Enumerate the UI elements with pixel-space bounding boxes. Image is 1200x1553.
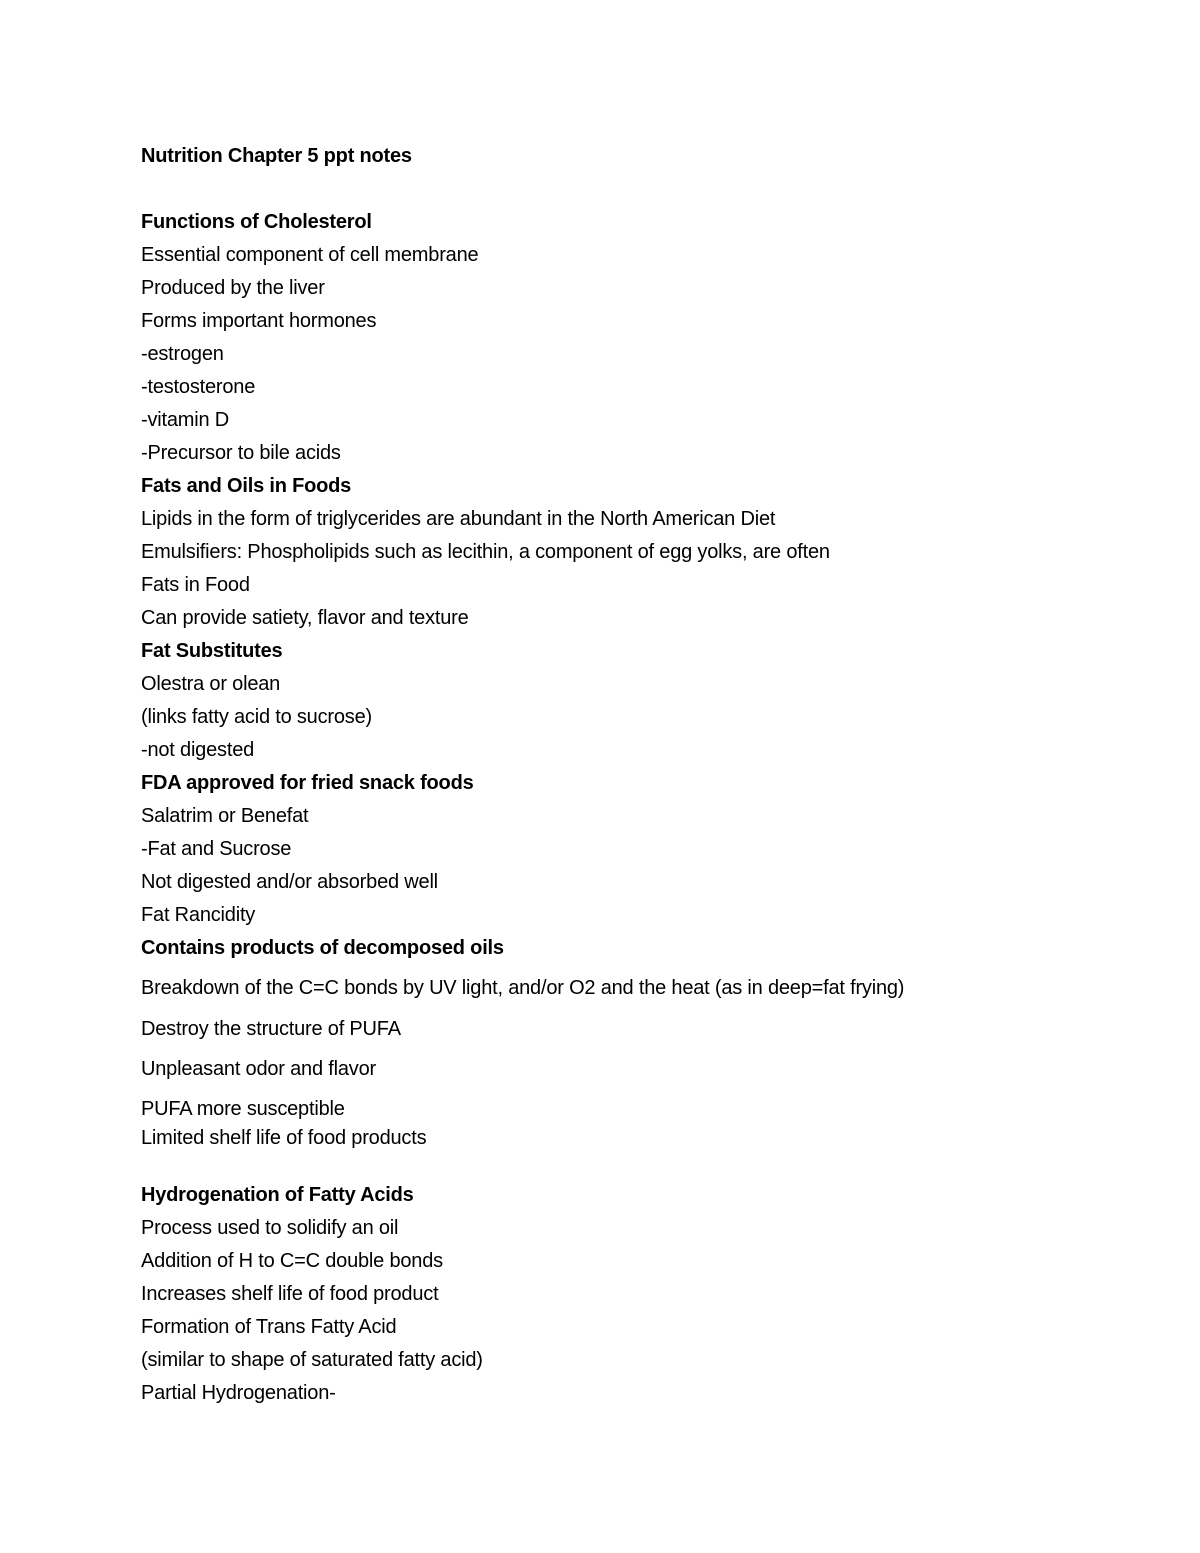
text-line: Produced by the liver: [141, 277, 325, 299]
text-line: Not digested and/or absorbed well: [141, 871, 438, 893]
section-heading: Contains products of decomposed oils: [141, 937, 504, 959]
text-line: Fat Rancidity: [141, 904, 256, 926]
text-line: PUFA more susceptible: [141, 1098, 345, 1120]
section-heading: FDA approved for fried snack foods: [141, 772, 474, 794]
text-line: Lipids in the form of triglycerides are abundant in the North American Diet: [141, 508, 776, 530]
text-line: Fats in Food: [141, 574, 250, 596]
text-line: Unpleasant odor and flavor: [141, 1058, 376, 1080]
text-line: (links fatty acid to sucrose): [141, 706, 372, 728]
section-heading: Fat Substitutes: [141, 640, 283, 662]
text-line: -estrogen: [141, 343, 224, 365]
text-line: -testosterone: [141, 376, 256, 398]
section-heading: Functions of Cholesterol: [141, 211, 372, 233]
text-line: (similar to shape of saturated fatty acid): [141, 1349, 483, 1371]
text-line: Breakdown of the C=C bonds by UV light, and/or O2 and the heat (as in deep=fat frying): [141, 977, 905, 999]
section-heading: Fats and Oils in Foods: [141, 475, 352, 497]
text-line: Olestra or olean: [141, 673, 281, 695]
text-line: -vitamin D: [141, 409, 230, 431]
text-line: Destroy the structure of PUFA: [141, 1018, 401, 1040]
text-line: Forms important hormones: [141, 310, 377, 332]
text-line: Salatrim or Benefat: [141, 805, 309, 827]
text-line: -Fat and Sucrose: [141, 838, 292, 860]
text-line: Formation of Trans Fatty Acid: [141, 1316, 397, 1338]
text-line: Essential component of cell membrane: [141, 244, 479, 266]
text-line: Process used to solidify an oil: [141, 1217, 399, 1239]
text-line: Can provide satiety, flavor and texture: [141, 607, 469, 629]
text-line: -not digested: [141, 739, 255, 761]
section-heading: Hydrogenation of Fatty Acids: [141, 1184, 414, 1206]
text-line: Increases shelf life of food product: [141, 1283, 439, 1305]
text-line: Emulsifiers: Phospholipids such as lecithin, a component of egg yolks, are often: [141, 541, 830, 563]
document-title: Nutrition Chapter 5 ppt notes: [141, 145, 412, 167]
text-line: Addition of H to C=C double bonds: [141, 1250, 443, 1272]
text-line: -Precursor to bile acids: [141, 442, 341, 464]
text-line: Partial Hydrogenation-: [141, 1382, 336, 1404]
text-line: Limited shelf life of food products: [141, 1127, 427, 1149]
